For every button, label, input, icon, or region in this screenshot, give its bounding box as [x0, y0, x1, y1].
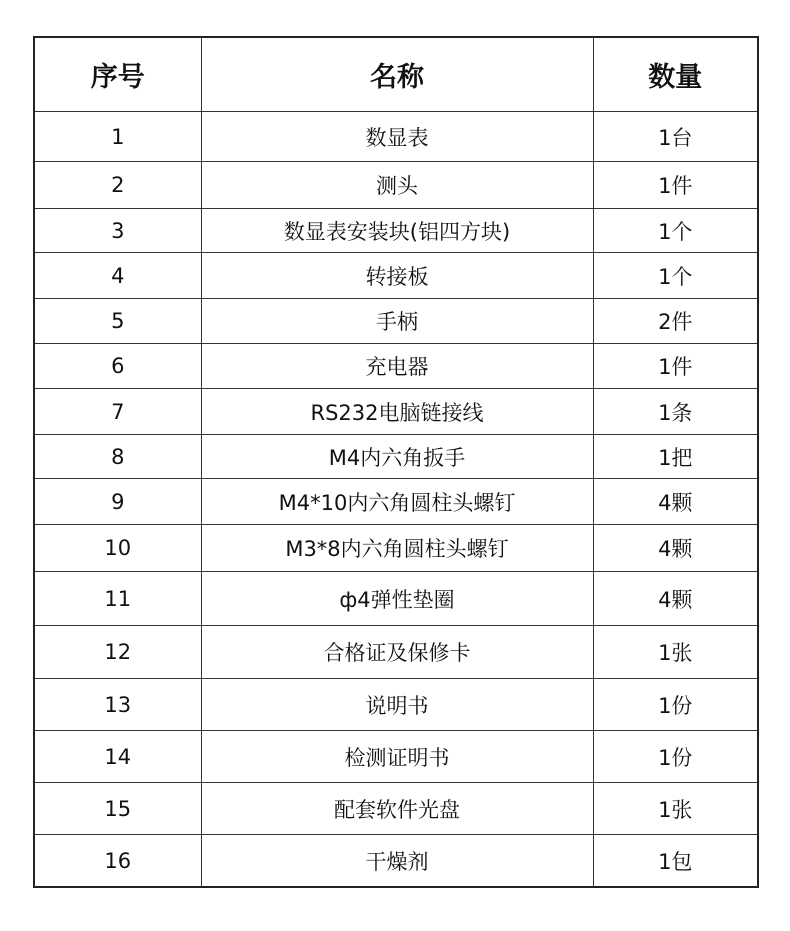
cell-quantity: 1件 [593, 162, 757, 209]
cell-quantity: 1件 [593, 344, 757, 389]
cell-index: 7 [35, 389, 201, 435]
cell-quantity: 1张 [593, 626, 757, 679]
cell-name: 转接板 [201, 253, 593, 299]
cell-index: 16 [35, 835, 201, 887]
cell-index: 3 [35, 209, 201, 253]
cell-name: 检测证明书 [201, 731, 593, 783]
header-name: 名称 [201, 38, 593, 112]
cell-name: RS232电脑链接线 [201, 389, 593, 435]
table-row [35, 731, 757, 783]
cell-index: 11 [35, 572, 201, 626]
table-row [35, 679, 757, 731]
cell-quantity: 1份 [593, 731, 757, 783]
cell-name: 配套软件光盘 [201, 783, 593, 835]
header-index: 序号 [35, 38, 201, 112]
cell-index: 4 [35, 253, 201, 299]
table-row [35, 525, 757, 572]
cell-quantity: 4颗 [593, 479, 757, 525]
cell-quantity: 1张 [593, 783, 757, 835]
cell-index: 6 [35, 344, 201, 389]
cell-index: 12 [35, 626, 201, 679]
cell-name: 测头 [201, 162, 593, 209]
table-row [35, 253, 757, 299]
cell-name: 干燥剂 [201, 835, 593, 887]
cell-quantity: 1把 [593, 435, 757, 479]
cell-quantity: 2件 [593, 299, 757, 344]
table-row [35, 389, 757, 435]
table-row [35, 783, 757, 835]
cell-name: 合格证及保修卡 [201, 626, 593, 679]
cell-quantity: 1条 [593, 389, 757, 435]
table-row [35, 435, 757, 479]
cell-index: 1 [35, 112, 201, 162]
table-row [35, 299, 757, 344]
cell-name: M4*10内六角圆柱头螺钉 [201, 479, 593, 525]
table-row [35, 479, 757, 525]
cell-name: 手柄 [201, 299, 593, 344]
cell-index: 15 [35, 783, 201, 835]
table-row [35, 209, 757, 253]
packing-list-table [35, 38, 757, 887]
cell-quantity: 1份 [593, 679, 757, 731]
cell-name: ф4弹性垫圈 [201, 572, 593, 626]
cell-quantity: 1包 [658, 849, 693, 874]
cell-quantity: 4颗 [593, 572, 757, 626]
cell-quantity: 1个 [593, 209, 757, 253]
cell-index: 9 [35, 479, 201, 525]
cell-name: M4内六角扳手 [201, 435, 593, 479]
cell-index: 10 [35, 525, 201, 572]
cell-name: M3*8内六角圆柱头螺钉 [201, 525, 593, 572]
header-quantity: 数量 [593, 38, 757, 112]
cell-index: 8 [35, 435, 201, 479]
packing-list-table-frame [33, 36, 759, 888]
table-header-row [35, 38, 757, 112]
cell-index: 13 [35, 679, 201, 731]
cell-quantity: 1台 [593, 112, 757, 162]
table-row [35, 112, 757, 162]
cell-index: 2 [35, 162, 201, 209]
cell-name: 数显表 [201, 112, 593, 162]
cell-quantity: 1个 [593, 253, 757, 299]
cell-index: 5 [35, 299, 201, 344]
table-row [35, 572, 757, 626]
cell-name: 数显表安装块(铝四方块) [201, 209, 593, 253]
cell-quantity: 4颗 [593, 525, 757, 572]
table-row [35, 835, 757, 887]
table-row [35, 162, 757, 209]
table-row [35, 344, 757, 389]
cell-index: 14 [35, 731, 201, 783]
cell-name: 说明书 [201, 679, 593, 731]
table-row [35, 626, 757, 679]
cell-name: 充电器 [201, 344, 593, 389]
